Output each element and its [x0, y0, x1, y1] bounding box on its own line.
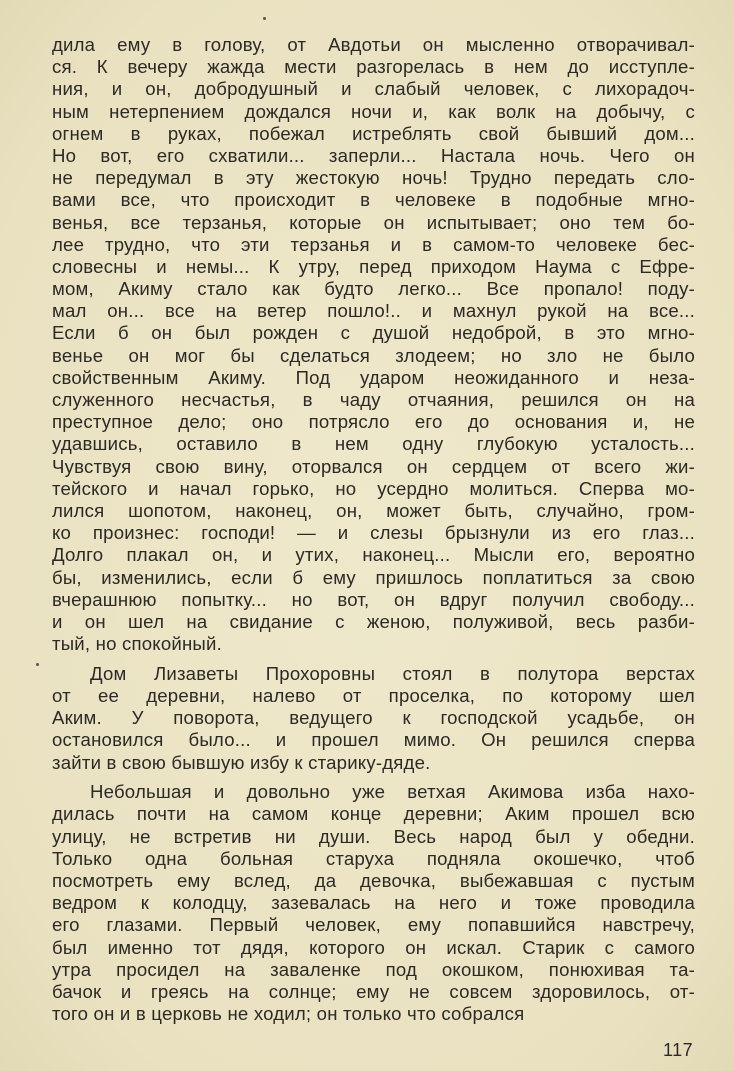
- text-line: Аким. У поворота, ведущего к господской усадьбе, он: [52, 707, 695, 729]
- text-line: не передумал в эту жестокую ночь! Трудно передать сло-: [52, 167, 695, 189]
- text-line: преступное дело; оно потрясло его до основания и, не: [52, 411, 695, 433]
- print-speck: [263, 17, 266, 20]
- text-line: огнем в руках, побежал истреблять свой бывший дом...: [52, 122, 695, 144]
- paragraph: [52, 781, 695, 1025]
- body-text: [52, 34, 695, 1025]
- print-speck: [36, 663, 39, 666]
- text-line: Дом Лизаветы Прохоровны стоял в полутора верстах: [90, 662, 695, 684]
- text-line: мал он... все на ветер пошло!.. и махнул рукой на все...: [52, 300, 695, 322]
- text-line: Только одна больная старуха подняла окошечко, чтоб: [52, 847, 695, 869]
- page-number: 117: [663, 1040, 694, 1060]
- text-line: вами все, что происходит в человеке в подобные мгно-: [52, 189, 695, 211]
- text-line: лился шопотом, наконец, он, может быть, случайно, гром-: [52, 499, 695, 521]
- text-line: ным нетерпением дождался ночи и, как волк на добычу, с: [52, 100, 695, 122]
- text-line: дилась почти на самом конце деревни; Аким прошел всю: [52, 803, 695, 825]
- text-line: бачок и греясь на солнце; ему не совсем здоровилось, от-: [52, 980, 695, 1002]
- text-line: мом, Акиму стало как будто легко... Все пропало! поду-: [52, 278, 695, 300]
- text-line: зайти в свою бывшую избу к старику-дяде.: [52, 751, 431, 773]
- text-line: венье он мог бы сделаться злодеем; но зло не было: [52, 344, 695, 366]
- text-line: и он шел на свидание с женою, полуживой, весь разби-: [52, 610, 695, 632]
- text-line: от ее деревни, налево от проселка, по которому шел: [52, 684, 695, 706]
- text-line: удавшись, оставило в нем одну глубокую усталость...: [52, 433, 695, 455]
- text-line: свойственным Акиму. Под ударом неожиданного и неза-: [52, 366, 695, 388]
- text-line: Но вот, его схватили... заперли... Настала ночь. Чего он: [52, 144, 695, 166]
- text-line: ся. К вечеру жажда мести разгорелась в нем до исступле-: [52, 56, 695, 78]
- text-line: Небольшая и довольно уже ветхая Акимова изба нахо-: [90, 781, 695, 803]
- text-line: остановился было... и прошел мимо. Он решился сперва: [52, 729, 695, 751]
- text-line: словесны и немы... К утру, перед приходом Наума с Ефре-: [52, 255, 695, 277]
- text-line: улицу, не встретив ни души. Весь народ был у обедни.: [52, 825, 695, 847]
- text-line: ведром к колодцу, зазевалась на него и тоже проводила: [52, 892, 695, 914]
- text-line: вчерашнюю попытку... но вот, он вдруг получил свободу...: [52, 588, 695, 610]
- paragraph: [52, 663, 695, 774]
- paragraph: [52, 34, 695, 655]
- text-line: тейского и начал горько, но усердно молиться. Сперва мо-: [52, 477, 695, 499]
- text-line: Если б он был рожден с душой недоброй, в это мгно-: [52, 322, 695, 344]
- text-line: дила ему в голову, от Авдотьи он мысленно отворачивал-: [52, 34, 695, 55]
- text-line: служенного несчастья, в чаду отчаяния, решился он на: [52, 389, 695, 410]
- text-line: венья, все терзанья, которые он испытывает; оно тем бо-: [52, 211, 695, 233]
- text-line: утра просидел на заваленке под окошком, понюхивая та-: [52, 958, 695, 980]
- text-line: тый, но спокойный.: [52, 633, 222, 655]
- text-line: ния, и он, добродушный и слабый человек, с лихорадоч-: [52, 78, 695, 100]
- text-line: того он и в церковь не ходил; он только что собрался: [52, 1003, 525, 1025]
- text-line: бы, изменились, если б ему пришлось поплатиться за свою: [52, 566, 695, 588]
- text-line: Чувствуя свою вину, оторвался он сердцем от всего жи-: [52, 455, 695, 477]
- text-line: лее трудно, что эти терзанья и в самом-то человеке бес-: [52, 233, 695, 255]
- text-line: его глазами. Первый человек, ему попавшийся навстречу,: [52, 914, 695, 936]
- text-line: ко произнес: господи! — и слезы брызнули из его глаз...: [52, 522, 695, 544]
- text-line: был именно тот дядя, которого он искал. Старик с самого: [52, 936, 695, 958]
- text-line: Долго плакал он, и утих, наконец... Мысли его, вероятно: [52, 544, 695, 566]
- text-line: посмотреть ему вслед, да девочка, выбежавшая с пустым: [52, 869, 695, 891]
